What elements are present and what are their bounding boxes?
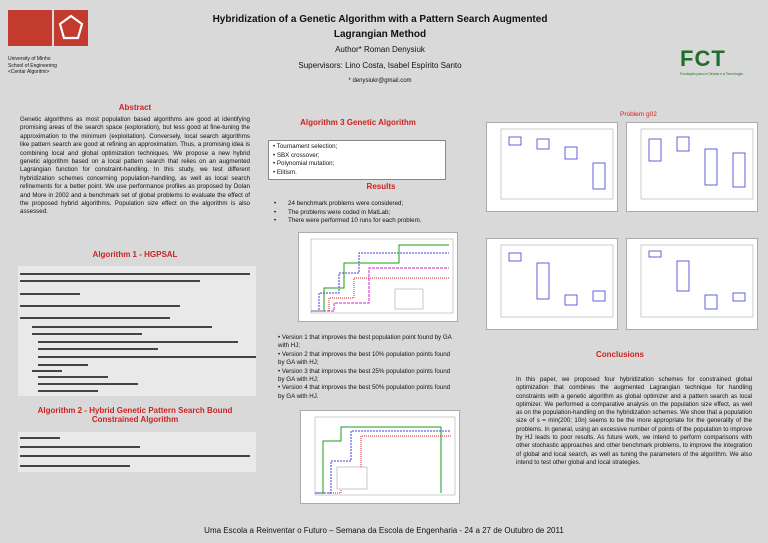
conclusions-title: Conclusions	[595, 350, 644, 359]
school-line: University of Minho	[8, 56, 51, 62]
school-info	[8, 56, 57, 76]
results-item: • 24 benchmark problems were considered;	[270, 200, 470, 209]
problem-label: Problem g02	[620, 111, 657, 118]
version-item: • Version 4 that improves the best 50% population points found by GA with HJ.	[278, 384, 451, 400]
algorithm2-box	[18, 432, 256, 472]
algorithm3-item: • Polynomial mutation;	[273, 160, 335, 167]
results-item: • The problems were coded in MatLab;	[270, 209, 470, 218]
algorithm2-title-line2: Constrained Algorithm	[91, 415, 179, 424]
results-item: • There were performed 10 runs for each problem.	[270, 217, 470, 226]
engineering-logo	[54, 10, 88, 46]
footer-text: Uma Escola a Reinventar o Futuro – Semana da Escola de Engenharia - 24 a 27 de Outubro de 2011	[204, 526, 564, 535]
boxplot-1-svg	[487, 123, 617, 211]
abstract-title: Abstract	[118, 103, 152, 112]
algorithm2-pseudocode-image	[18, 432, 256, 472]
poster-title	[150, 12, 610, 42]
algorithm1-box	[18, 266, 256, 396]
version-item: • Version 2 that improves the best 10% population points found by GA with HJ;	[278, 350, 451, 367]
versions-list	[278, 334, 458, 401]
school-line: School of Engineering	[8, 62, 57, 69]
algorithm3-title: Algorithm 3 Genetic Algorithm	[300, 118, 416, 127]
algorithm1-title: Algorithm 1 - HGPSAL	[92, 250, 178, 259]
results-list	[270, 200, 470, 226]
algorithm2-title	[20, 406, 250, 424]
boxplot-2-svg	[627, 123, 757, 211]
algorithm3-item: • SBX crossover;	[273, 151, 320, 159]
poster-header	[0, 0, 768, 92]
boxplot-3-svg	[487, 239, 617, 329]
pentagon-icon	[54, 10, 88, 46]
performance-profile-1-svg	[299, 233, 457, 321]
version-item: • Version 1 that improves the best population point found by GA with HJ;	[278, 334, 452, 350]
abstract-text: Genetic algorithms as most population based algorithms are good at identifying promising areas of the search space (exploration), but less good at fine-tuning the approximation to the minimum (exploitation). Conversely, local search algorithms like pattern search are good at refining an approximation. Thus, a promising idea is combining local and global optimization techniques. We propose a new hybrid genetic algorithm based on a local pattern search that relies on an augmented Lagrangian function for constraint-handling. In this study, we test different hybridization schemes concerning population-handling, as well as local search refinements for a better point. We use performance profiles as proposed by Dolan and More in 2002 and a benchmark set of global problems to evaluate the effect of the proposed hybrid algorithms. Population size effect on the algorithm is also assessed.	[20, 116, 250, 216]
algorithm1-pseudocode-image	[18, 266, 256, 396]
title-line-1: Hybridization of a Genetic Algorithm with a Pattern Search Augmented	[212, 14, 548, 25]
uminho-logo	[8, 10, 52, 46]
algorithm3-list	[268, 140, 446, 180]
fct-subtitle: Fundação para a Ciência e a Tecnologia	[680, 72, 743, 76]
fct-logo: FCT	[680, 46, 726, 71]
author: Author* Roman Denysiuk	[335, 45, 425, 54]
email: * denysiukr@gmail.com	[348, 78, 412, 84]
boxplot-4	[626, 238, 758, 330]
boxplot-4-svg	[627, 239, 757, 329]
title-line-2: Lagrangian Method	[333, 29, 427, 40]
school-line: <Centar Algoritmi>	[8, 69, 50, 75]
conclusions-text: In this paper, we proposed four hybridization schemes for constrained global optimization that combines the augmented Lagrangian technique for handling constraints with a genetic algorithm as global optimizer and a pattern search as local optimizer. We performed a comparative analysis on the population size effect, as well as on the population-handling on the hybridization schemes. We show that a population size of s = min(200; 10n) seems to be the more appropriate for the generality of the problems. In general, using an excessive number of points of the population to improve by HJ leads to poor results. As future work, we intend to perform comparisons with other stochastic approaches and other benchmark problems, to improve the integration of global and local search, as well as tuning the parameters of the algorithm. We also intend to test other global and local strategies.	[516, 376, 752, 466]
boxplot-2	[626, 122, 758, 212]
performance-profile-plot-2	[300, 410, 460, 504]
boxplot-1	[486, 122, 618, 212]
results-title: Results	[366, 182, 396, 191]
supervisors: Supervisors: Lino Costa, Isabel Espírito Santo	[298, 61, 462, 70]
boxplot-3	[486, 238, 618, 330]
performance-profile-2-svg	[301, 411, 459, 503]
algorithm2-title-line1: Algorithm 2 - Hybrid Genetic Pattern Search Bound	[37, 406, 233, 415]
performance-profile-plot-1	[298, 232, 458, 322]
algorithm3-item: • Elitism.	[273, 168, 297, 176]
version-item: • Version 3 that improves the best 25% population points found by GA with HJ;	[278, 367, 451, 384]
algorithm3-item: • Tournament selection;	[273, 143, 338, 150]
